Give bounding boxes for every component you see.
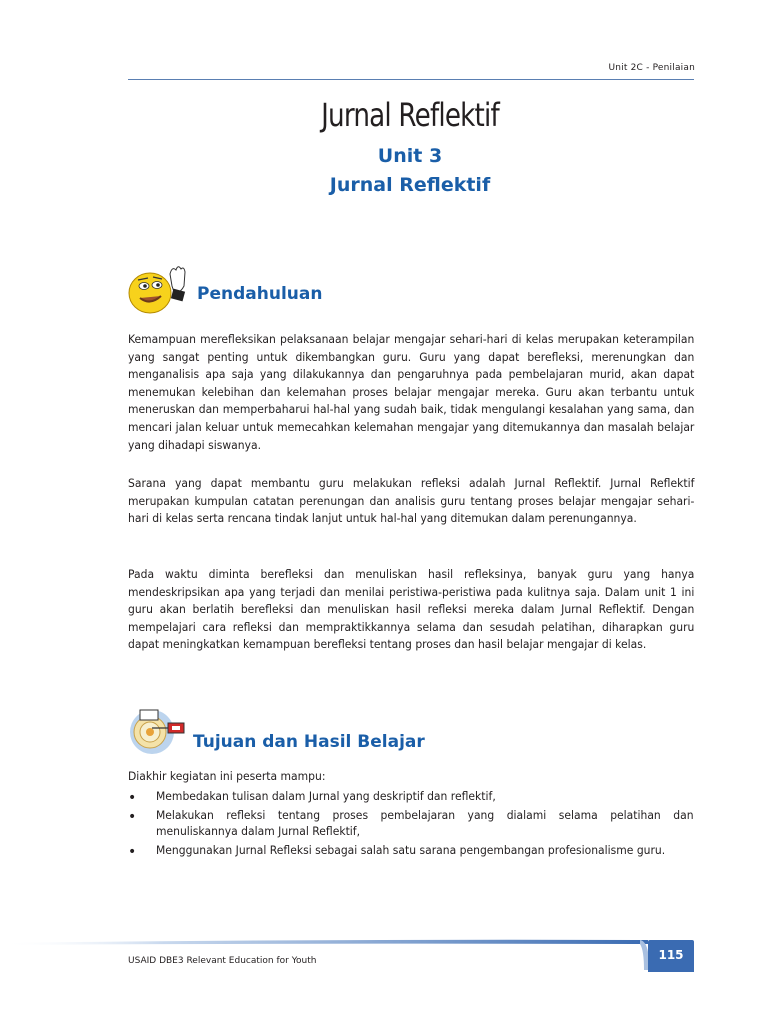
intro-paragraph-3: Pada waktu diminta berefleksi dan menuliskan hasil refleksinya, banyak guru yang hanya mendeskripsikan apa yang terjadi dan menilai peristiwa-peristiwa pada kulitnya saja. Dalam unit 1 ini guru akan berlatih berefleksi dan menuliskan hasil refleksi mereka dalam Jurnal Reflektif. Dengan mempelajari cara refleksi dan mempraktikkannya selama dan sesudah pelatihan, diharapkan guru dapat meningkatkan kemampuan berefleksi tentang proses dan hasil belajar mengajar di kelas. [128,567,695,652]
footer-text: USAID DBE3 Relevant Education for Youth [128,956,317,966]
bullet-icon: • [128,790,137,806]
list-item: • Membedakan tulisan dalam Jurnal yang deskriptif dan reflektif, [128,789,496,806]
smiley-face-icon [128,264,192,316]
intro-paragraph-2: Sarana yang dapat membantu guru melakukan refleksi adalah Jurnal Reflektif. Jurnal Reflektif merupakan kumpulan catatan perenungan dan analisis guru tentang proses belajar mengajar sehari-hari di kelas serta rencana tindak lanjut untuk hal-hal yang ditemukan dalam perenungannya. [128,476,695,526]
bullet-icon: • [128,808,137,825]
bullet-icon: • [128,843,137,860]
list-item: • Menggunakan Jurnal Refleksi sebagai salah satu sarana pengembangan profesionalisme guru. [128,842,666,860]
running-header: Unit 2C - Penilaian [608,63,695,73]
goals-heading: Tujuan dan Hasil Belajar [193,732,425,752]
page-number: 115 [648,940,694,972]
intro-paragraph-1: Kemampuan merefleksikan pelaksanaan belajar mengajar sehari-hari di kelas merupakan keterampilan yang sangat penting untuk dikembangkan guru. Guru yang dapat berefleksi, merenungkan dan menganalisis apa saja yang dilakukannya dan pengaruhnya pada pembelajaran murid, akan dapat menemukan kelebihan dan kelemahan proses belajar mengajar mereka. Guru akan terbantu untuk meneruskan dan memperbaharui hal-hal yang sudah baik, tidak mengulangi kesalahan yang sama, dan mencari jalan keluar untuk memecahkan kelemahan mengajar yang ditemukannya dan masalah belajar yang dihadapi siswanya. [128,332,695,452]
unit-number: Unit 3 [377,145,443,167]
page-title: Jurnal Reflektif [321,96,499,134]
intro-section-header [128,264,694,324]
goals-list [128,788,694,860]
goals-section-header [128,706,694,766]
target-arrow-icon [128,706,192,754]
list-item: • Melakukan refleksi tentang proses pembelajaran yang dialami selama pelatihan dan menuliskannya dalam Jurnal Reflektif, [128,807,694,838]
header-rule [128,79,694,80]
goals-intro: Diakhir kegiatan ini peserta mampu: [128,769,326,783]
unit-subtitle: Jurnal Reflektif [329,174,491,196]
intro-heading: Pendahuluan [197,284,323,304]
